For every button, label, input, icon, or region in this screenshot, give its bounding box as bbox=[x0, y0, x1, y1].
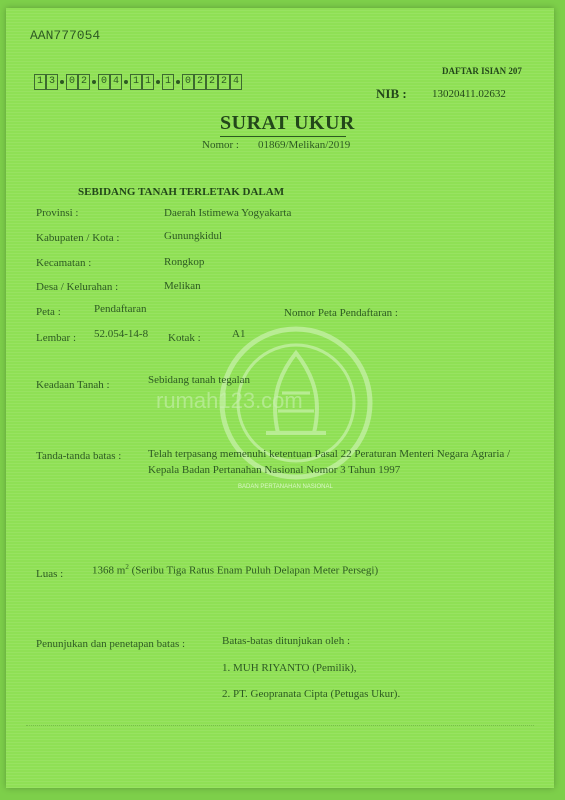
parcel-digit: 1 bbox=[34, 74, 46, 90]
peta-label: Peta : bbox=[36, 306, 61, 318]
parcel-code-boxes bbox=[34, 74, 334, 90]
kecamatan-label: Kecamatan : bbox=[36, 257, 92, 269]
form-code: DAFTAR ISIAN 207 bbox=[442, 66, 522, 76]
tanda-batas-label: Tanda-tanda batas : bbox=[36, 450, 122, 462]
parcel-digit: 1 bbox=[130, 74, 142, 90]
document-page bbox=[6, 8, 554, 788]
lembar-label: Lembar : bbox=[36, 332, 77, 344]
luas-label: Luas : bbox=[36, 568, 64, 580]
desa-label: Desa / Kelurahan : bbox=[36, 281, 119, 293]
parcel-digit: 2 bbox=[218, 74, 230, 90]
parcel-digit: 2 bbox=[206, 74, 218, 90]
watermark-text: rumah123.com bbox=[156, 388, 303, 413]
parcel-digit: 0 bbox=[66, 74, 78, 90]
parcel-digit: 2 bbox=[78, 74, 90, 90]
lembar-value: 52.054-14-8 bbox=[94, 328, 149, 340]
kotak-label: Kotak : bbox=[168, 332, 201, 344]
title-underline bbox=[220, 136, 346, 137]
document-title: SURAT UKUR bbox=[220, 112, 355, 134]
parcel-digit: 4 bbox=[230, 74, 242, 90]
penunjukan-intro: Batas-batas ditunjukan oleh : bbox=[222, 635, 350, 647]
separator-dot bbox=[92, 80, 96, 84]
keadaan-label: Keadaan Tanah : bbox=[36, 379, 110, 391]
parcel-digit: 0 bbox=[182, 74, 194, 90]
luas-value bbox=[92, 563, 378, 577]
parcel-digit: 1 bbox=[142, 74, 154, 90]
kabupaten-label: Kabupaten / Kota : bbox=[36, 232, 120, 244]
kabupaten-value: Gunungkidul bbox=[164, 230, 223, 242]
nomor-peta-label: Nomor Peta Pendaftaran : bbox=[284, 307, 398, 319]
parcel-digit: 0 bbox=[98, 74, 110, 90]
serial-number: AAN777054 bbox=[30, 28, 101, 43]
luas-unit-superscript: 2 bbox=[125, 563, 129, 571]
luas-text: (Seribu Tiga Ratus Enam Puluh Delapan Meter Persegi) bbox=[131, 564, 379, 577]
penunjukan-item-2: 2. PT. Geopranata Cipta (Petugas Ukur). bbox=[222, 688, 401, 700]
nib-value: 13020411.02632 bbox=[432, 88, 506, 100]
keadaan-value: Sebidang tanah tegalan bbox=[148, 374, 251, 386]
nomor-label: Nomor : bbox=[202, 139, 239, 151]
kecamatan-value: Rongkop bbox=[164, 256, 205, 268]
penunjukan-label: Penunjukan dan penetapan batas : bbox=[36, 638, 186, 650]
seal-text: BADAN PERTANAHAN NASIONAL bbox=[238, 484, 333, 490]
kotak-value: A1 bbox=[232, 328, 246, 340]
luas-number: 1368 m bbox=[92, 564, 126, 577]
provinsi-label: Provinsi : bbox=[36, 207, 79, 219]
parcel-digit: 2 bbox=[194, 74, 206, 90]
decorative-border bbox=[26, 725, 534, 766]
provinsi-value: Daerah Istimewa Yogyakarta bbox=[164, 207, 292, 219]
penunjukan-item-1: 1. MUH RIYANTO (Pemilik), bbox=[222, 662, 357, 674]
section-heading: SEBIDANG TANAH TERLETAK DALAM bbox=[78, 186, 285, 198]
separator-dot bbox=[60, 80, 64, 84]
parcel-digit: 1 bbox=[162, 74, 174, 90]
tanda-batas-line2: Kepala Badan Pertanahan Nasional Nomor 3 Tahun 1997 bbox=[148, 464, 401, 476]
separator-dot bbox=[156, 80, 160, 84]
nomor-value: 01869/Melikan/2019 bbox=[258, 139, 351, 151]
separator-dot bbox=[124, 80, 128, 84]
tanda-batas-line1: Telah terpasang memenuhi ketentuan Pasal 22 Peraturan Menteri Negara Agraria / bbox=[148, 448, 511, 460]
parcel-digit: 4 bbox=[110, 74, 122, 90]
separator-dot bbox=[176, 80, 180, 84]
parcel-digit: 3 bbox=[46, 74, 58, 90]
nib-label: NIB : bbox=[376, 86, 407, 101]
peta-value: Pendaftaran bbox=[94, 303, 147, 315]
desa-value: Melikan bbox=[164, 280, 201, 292]
